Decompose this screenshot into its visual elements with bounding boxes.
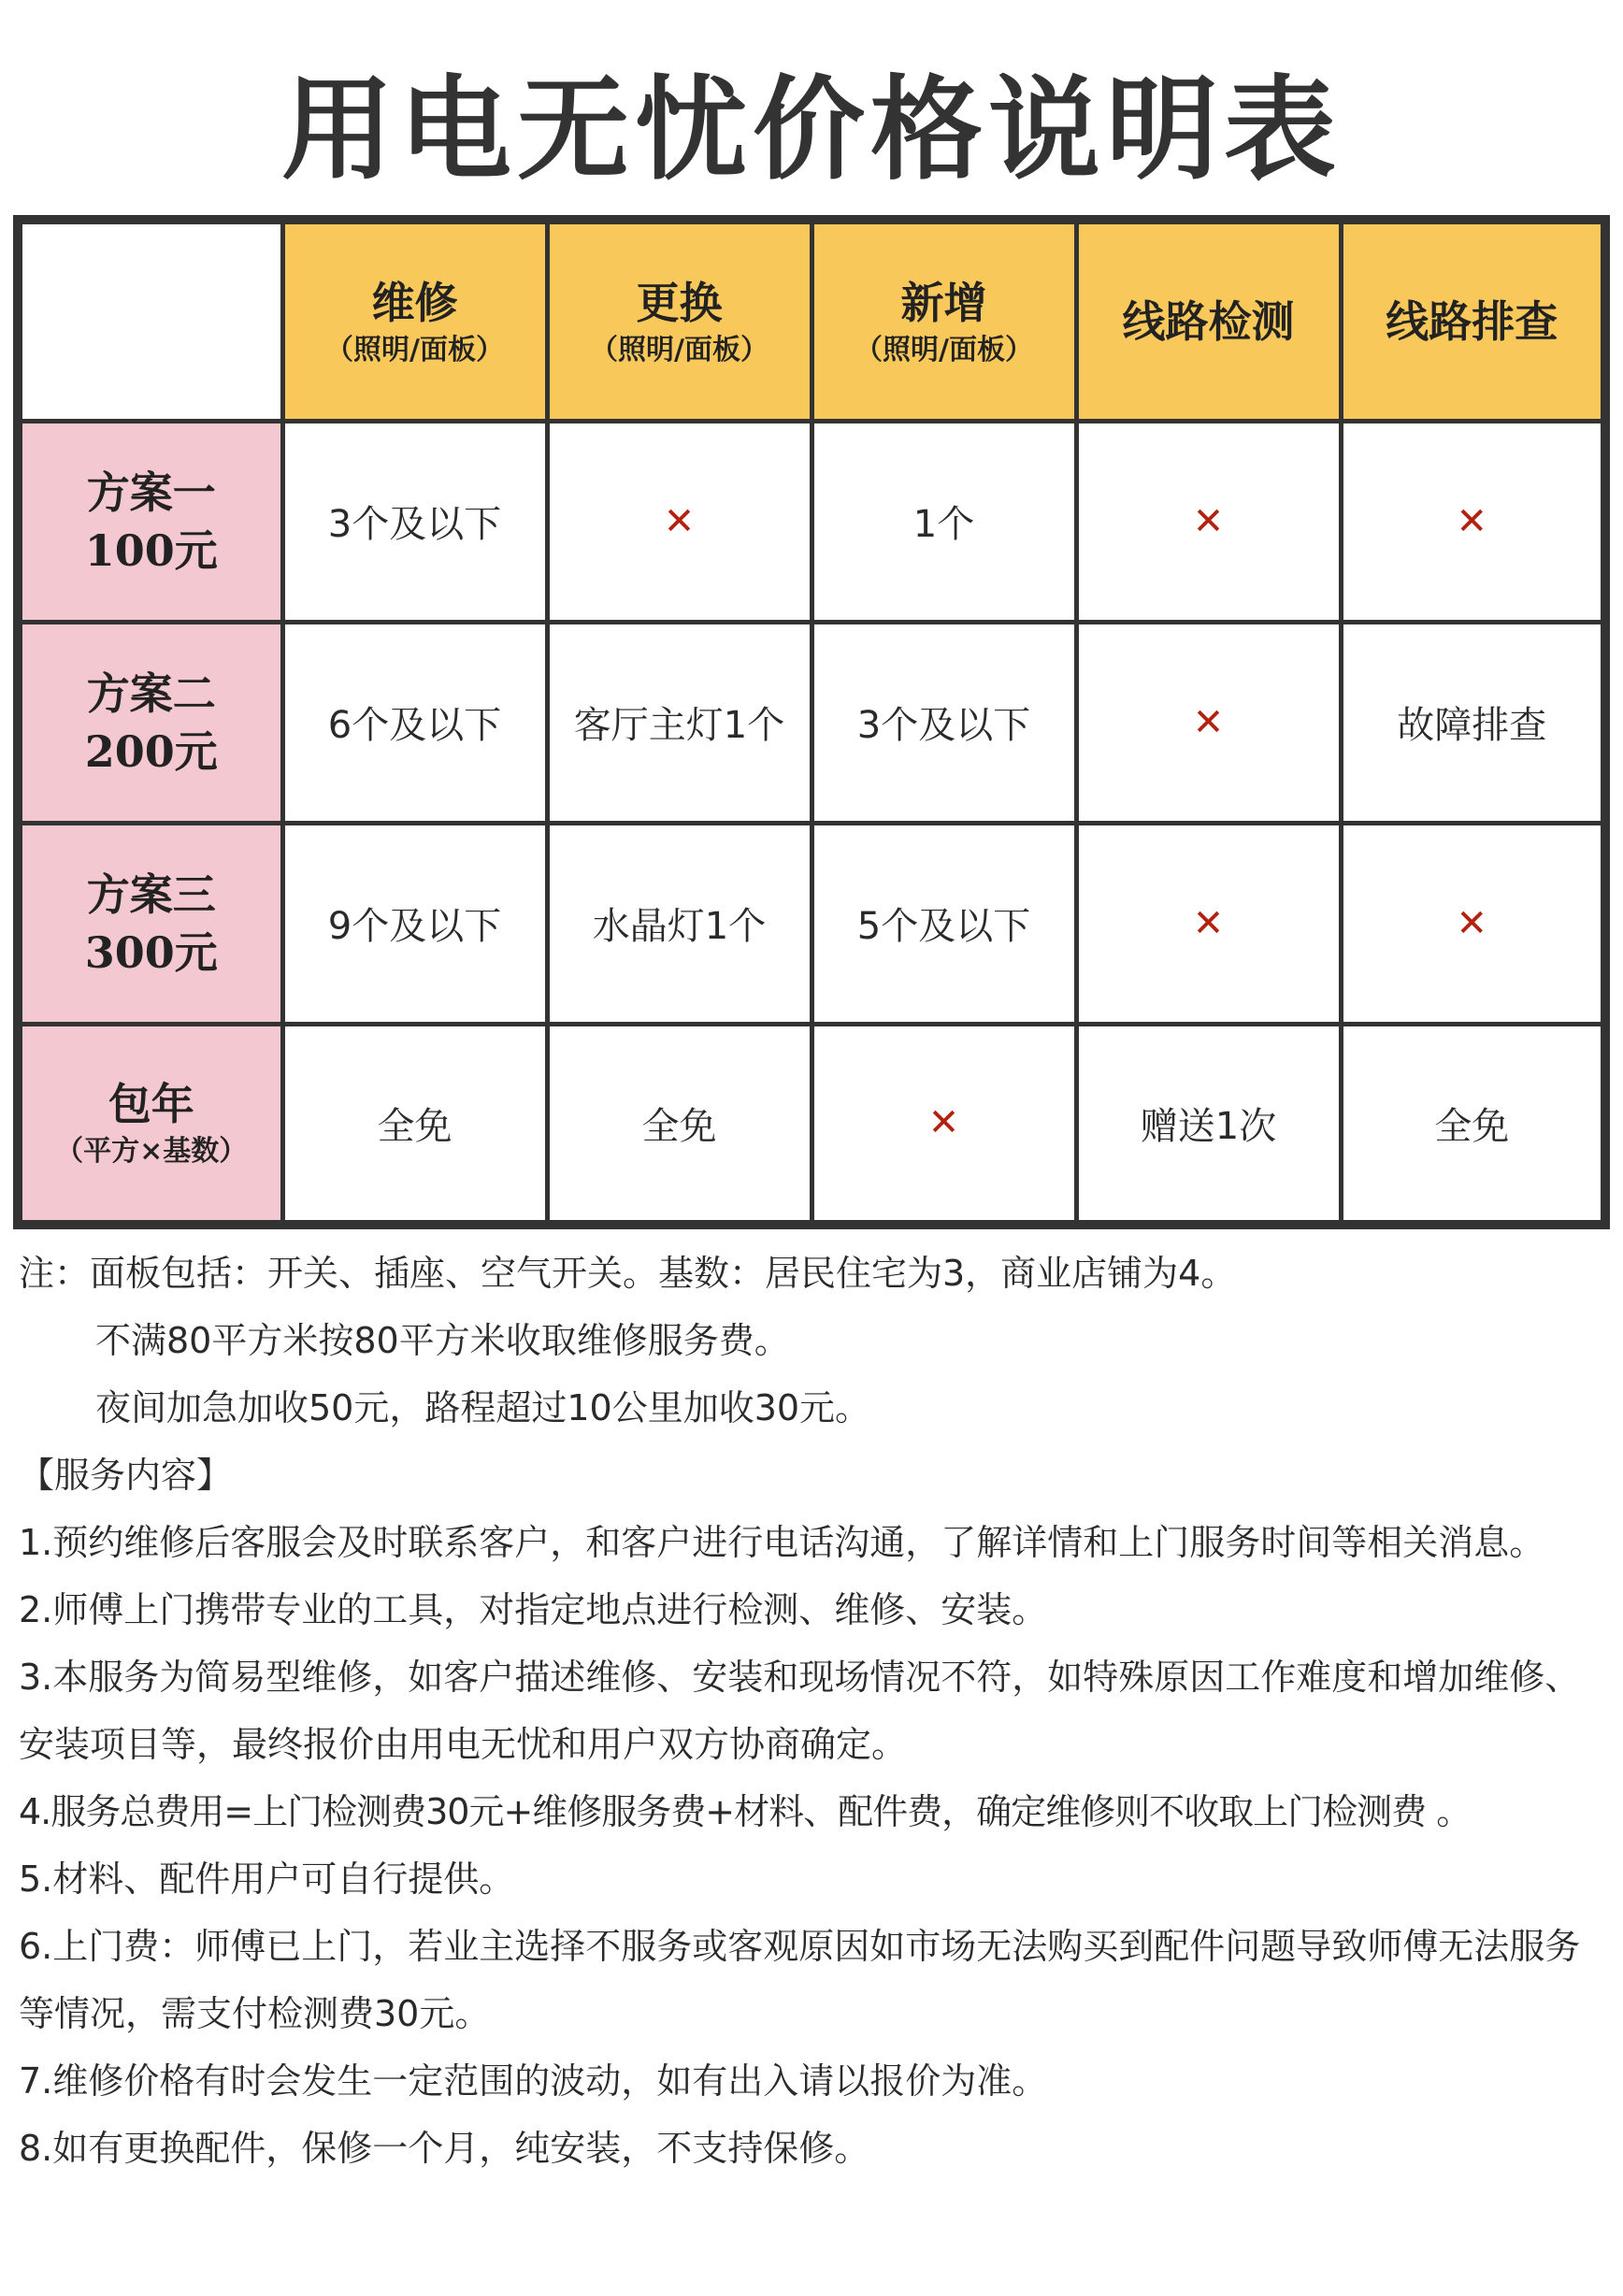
row-header-price: 100元 xyxy=(84,524,218,576)
table-cell: 全免 xyxy=(1341,1024,1605,1225)
service-item: 4.服务总费用=上门检测费30元+维修服务费+材料、配件费，确定维修则不收取上门检测费 。 xyxy=(19,1791,1472,1832)
column-header-label: 维修 xyxy=(371,277,458,328)
service-item: 5.材料、配件用户可自行提供。 xyxy=(19,1858,515,1900)
x-mark-icon: ✕ xyxy=(1341,823,1605,1024)
table-cell: 故障排查 xyxy=(1341,622,1605,823)
table-row xyxy=(18,421,1605,622)
table-cell: 9个及以下 xyxy=(282,823,547,1024)
column-header-label: 线路排查 xyxy=(1386,295,1558,347)
row-header-annual xyxy=(18,1024,282,1225)
table-cell: 水晶灯1个 xyxy=(547,823,812,1024)
service-item: 8.如有更换配件，保修一个月，纯安装，不支持保修。 xyxy=(19,2128,870,2169)
column-header-sublabel: （照明/面板） xyxy=(590,333,768,366)
page-title: 用电无忧价格说明表 xyxy=(281,65,1342,195)
service-item: 2.师傅上门携带专业的工具，对指定地点进行检测、维修、安装。 xyxy=(19,1589,1048,1630)
column-header-circuit-test xyxy=(1076,220,1341,421)
x-mark-icon: ✕ xyxy=(1076,622,1341,823)
service-item: 7.维修价格有时会发生一定范围的波动，如有出入请以报价为准。 xyxy=(19,2060,1048,2102)
table-cell: 客厅主灯1个 xyxy=(547,622,812,823)
table-cell: 3个及以下 xyxy=(282,421,547,622)
note-line: 不满80平方米按80平方米收取维修服务费。 xyxy=(95,1320,790,1361)
table-cell: 5个及以下 xyxy=(812,823,1076,1024)
column-header-label: 新增 xyxy=(900,277,987,328)
row-header-label: 包年 xyxy=(108,1079,194,1130)
column-header-circuit-check xyxy=(1341,220,1605,421)
column-header-replace xyxy=(547,220,812,421)
table-row xyxy=(18,622,1605,823)
row-header-label: 方案三 xyxy=(86,868,216,920)
column-header-label: 线路检测 xyxy=(1122,295,1295,347)
service-heading: 【服务内容】 xyxy=(19,1455,233,1496)
x-mark-icon: ✕ xyxy=(812,1024,1076,1225)
note-line: 夜间加急加收50元，路程超过10公里加收30元。 xyxy=(95,1387,871,1428)
row-header-plan-1 xyxy=(18,421,282,622)
row-header-price: 300元 xyxy=(84,926,218,978)
table-cell: 6个及以下 xyxy=(282,622,547,823)
row-header-label: 方案二 xyxy=(86,667,216,719)
table-row xyxy=(18,823,1605,1024)
note-line: 注：面板包括：开关、插座、空气开关。基数：居民住宅为3，商业店铺为4。 xyxy=(19,1253,1237,1294)
x-mark-icon: ✕ xyxy=(1341,421,1605,622)
x-mark-icon: ✕ xyxy=(1076,421,1341,622)
price-table xyxy=(13,215,1610,1229)
row-header-plan-3 xyxy=(18,823,282,1024)
column-header-label: 更换 xyxy=(636,277,723,328)
column-header-sublabel: （照明/面板） xyxy=(325,333,504,366)
column-header-add xyxy=(812,220,1076,421)
table-cell: 1个 xyxy=(812,421,1076,622)
service-item: 6.上门费：师傅已上门，若业主选择不服务或客观原因如市场无法购买到配件问题导致师傅无法服务等情况，需支付检测费30元。 xyxy=(19,1926,1581,2034)
column-header-repair xyxy=(282,220,547,421)
row-header-label: 方案一 xyxy=(86,466,216,518)
service-item: 3.本服务为简易型维修，如客户描述维修、安装和现场情况不符，如特殊原因工作难度和增加维修、安装项目等，最终报价由用电无忧和用户双方协商确定。 xyxy=(19,1657,1581,1765)
table-cell: 全免 xyxy=(547,1024,812,1225)
column-header-sublabel: （照明/面板） xyxy=(855,333,1033,366)
row-header-price: 200元 xyxy=(84,725,218,777)
table-cell: 赠送1次 xyxy=(1076,1024,1341,1225)
table-corner-cell xyxy=(18,220,282,421)
table-cell: 全免 xyxy=(282,1024,547,1225)
x-mark-icon: ✕ xyxy=(1076,823,1341,1024)
x-mark-icon: ✕ xyxy=(547,421,812,622)
table-row xyxy=(18,1024,1605,1225)
row-header-sublabel: （平方×基数） xyxy=(55,1135,248,1169)
notes-section xyxy=(19,1240,1608,2182)
table-cell: 3个及以下 xyxy=(812,622,1076,823)
row-header-plan-2 xyxy=(18,622,282,823)
service-item: 1.预约维修后客服会及时联系客户，和客户进行电话沟通，了解详情和上门服务时间等相关消息。 xyxy=(19,1522,1545,1563)
